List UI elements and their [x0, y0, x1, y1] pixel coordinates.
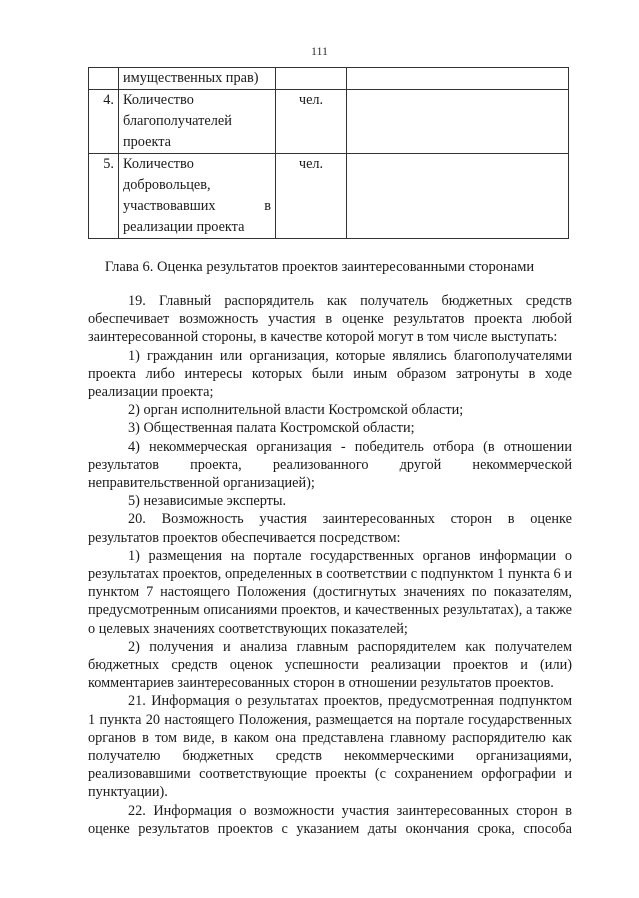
row-value-cell — [347, 90, 569, 154]
indicators-table — [88, 67, 569, 239]
table-row — [89, 154, 569, 239]
paragraph: 1) размещения на портале государственных органов информации о результатах проектов, определенных в соответствии с подпунктом 1 пункта 6 и пунктом 7 настоящего Положения (достигнутых значениях по показателям, предусмотренным описаниями проектов, и качественных результатах), а также о целевых значениях соответствующих показателей; — [88, 547, 572, 637]
row-value-cell — [347, 68, 569, 90]
row-name-line — [123, 196, 271, 217]
row-name-line: реализации проекта — [123, 219, 245, 235]
paragraph: 20. Возможность участия заинтересованных сторон в оценке результатов проектов обеспечивается посредством: — [88, 511, 572, 546]
row-number-cell: 5. — [89, 154, 119, 239]
paragraph: 1) гражданин или организация, которые являлись благополучателями проекта либо интересы которых были иным образом затронуты в ходе реализации проекта; — [88, 347, 572, 401]
row-name-cell: имущественных прав) — [119, 68, 276, 90]
paragraph: 2) орган исполнительной власти Костромской области; — [128, 402, 464, 419]
row-number-cell — [89, 68, 119, 90]
row-name-fragment: в — [264, 198, 271, 214]
table-row — [89, 90, 569, 154]
row-unit-cell — [276, 68, 347, 90]
row-name-fragment: участвовавших — [123, 198, 216, 214]
paragraph: 2) получения и анализа главным распорядителем как получателем бюджетных средств оценок успешности реализации проектов и (или) комментариев заинтересованных сторон в отношении результатов проектов. — [88, 638, 572, 692]
paragraph: 19. Главный распорядитель как получатель бюджетных средств обеспечивает возможность участия в оценке результатов проекта любой заинтересованной стороны, в качестве которой могут в том числе выступать: — [88, 293, 572, 346]
row-unit-cell: чел. — [276, 90, 347, 154]
row-number-cell: 4. — [89, 90, 119, 154]
row-name-cell: Количество благополучателей проекта — [119, 90, 276, 154]
document-body — [88, 292, 572, 838]
row-value-cell — [347, 154, 569, 239]
paragraph: 5) независимые эксперты. — [128, 493, 287, 510]
page-number: 111 — [310, 44, 329, 58]
paragraph: 3) Общественная палата Костромской области; — [128, 420, 415, 437]
paragraph: 4) некоммерческая организация - победитель отбора (в отношении результатов проекта, реализованного другой некоммерческой неправительственной организацией); — [88, 438, 572, 492]
paragraph: 21. Информация о результатах проектов, предусмотренная подпунктом 1 пункта 20 настоящего Положения, размещается на портале государственных органов в том виде, в каком она представлена главному распорядителю как получателю бюджетных средств некоммерческими организациями, реализовавшими соответствующие проекты (с сохранением орфографии и пунктуации). — [88, 693, 572, 801]
row-unit-cell: чел. — [276, 154, 347, 239]
paragraph: 22. Информация о возможности участия заинтересованных сторон в оценке результатов проектов с указанием даты окончания срока, способа — [88, 802, 572, 837]
row-name-line: Количество добровольцев, — [123, 156, 211, 193]
row-name-cell — [119, 154, 276, 239]
table-row — [89, 68, 569, 90]
chapter-heading: Глава 6. Оценка результатов проектов заинтересованными сторонами — [104, 259, 535, 275]
